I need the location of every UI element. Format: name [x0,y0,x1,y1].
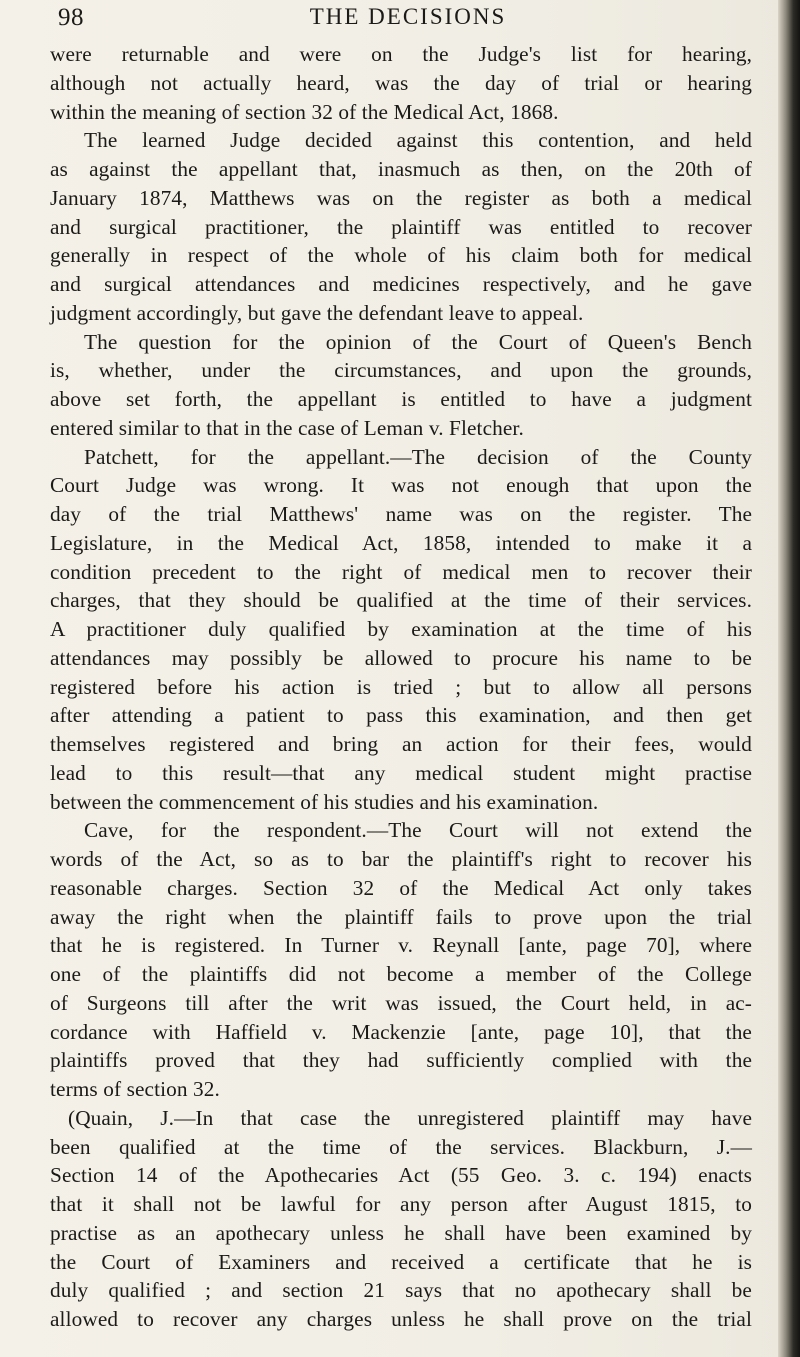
text-line: attendances may possibly be allowed to procure his name to be [50,645,752,670]
text-line: between the commencement of his studies and his examination. [50,789,599,814]
text-line: A practitioner duly qualified by examination at the time of his [50,617,752,641]
text-line: Court Judge was wrong. It was not enough that upon the [50,473,752,498]
text-line: of Surgeons till after the writ was issued, the Court held, in ac- [50,990,752,1015]
page-binding-edge [778,0,800,1357]
text-line: that he is registered. In Turner v. Reynall [ante, page 70], where [50,933,752,958]
text-line: Patchett, for the appellant.—The decision of the County [84,444,752,469]
text-line: day of the trial Matthews' name was on the register. The [50,502,752,526]
text-line: that it shall not be lawful for any person after August 1815, to [50,1192,752,1216]
running-head: THE DECISIONS [309,4,507,29]
text-line: one of the plaintiffs did not become a member of the College [50,962,752,986]
text-line: above set forth, the appellant is entitled to have a judgment [50,387,752,411]
text-line: charges, that they should be qualified at the time of their services. [50,588,752,613]
text-line: reasonable charges. Section 32 of the Medical Act only takes [50,875,752,900]
page-number: 98 [58,4,84,31]
text-line: words of the Act, so as to bar the plaintiff's right to recover his [50,847,752,871]
text-line: allowed to recover any charges unless he shall prove on the trial [50,1307,752,1331]
text-line: The question for the opinion of the Court of Queen's Bench [84,329,752,354]
text-line: plaintiffs proved that they had sufficiently complied with the [50,1048,752,1073]
text-line: as against the appellant that, inasmuch as then, on the 20th of [50,157,752,181]
text-line: Section 14 of the Apothecaries Act (55 Geo. 3. c. 194) enacts [50,1163,752,1188]
text-line: the Court of Examiners and received a certificate that he is [50,1249,752,1274]
text-line: judgment accordingly, but gave the defendant leave to appeal. [50,300,584,325]
text-line: practise as an apothecary unless he shall have been examined by [50,1220,752,1245]
text-line: been qualified at the time of the services. Blackburn, J.— [50,1134,752,1159]
text-line: were returnable and were on the Judge's list for hearing, [50,42,752,66]
text-line: (Quain, J.—In that case the unregistered plaintiff may have [68,1105,752,1130]
text-line: and surgical practitioner, the plaintiff was entitled to recover [50,214,752,239]
text-line: lead to this result—that any medical student might practise [50,760,752,785]
text-line: generally in respect of the whole of his claim both for medical [50,243,752,268]
text-line: cordance with Haffield v. Mackenzie [ante, page 10], that the [50,1019,752,1044]
text-line: although not actually heard, was the day of trial or hearing [50,70,752,95]
text-line: away the right when the plaintiff fails to prove upon the trial [50,904,752,929]
body-text [50,40,752,1334]
text-line: registered before his action is tried ; but to allow all persons [50,674,752,699]
text-line: after attending a patient to pass this examination, and then get [50,703,752,728]
text-line: entered similar to that in the case of Leman v. Fletcher. [50,415,524,440]
text-line: within the meaning of section 32 of the Medical Act, 1868. [50,99,559,124]
text-line: condition precedent to the right of medical men to recover their [50,559,752,584]
text-line: Legislature, in the Medical Act, 1858, intended to make it a [50,530,752,555]
text-line: The learned Judge decided against this contention, and held [84,128,752,153]
text-line: themselves registered and bring an action for their fees, would [50,732,752,756]
text-line: duly qualified ; and section 21 says that no apothecary shall be [50,1278,752,1303]
text-line: is, whether, under the circumstances, and upon the grounds, [50,358,752,383]
page-header [58,4,758,34]
text-line: Cave, for the respondent.—The Court will not extend the [84,818,752,843]
text-line: January 1874, Matthews was on the register as both a medical [50,185,752,210]
text-line: terms of section 32. [50,1077,220,1101]
text-line: and surgical attendances and medicines respectively, and he gave [50,272,752,296]
